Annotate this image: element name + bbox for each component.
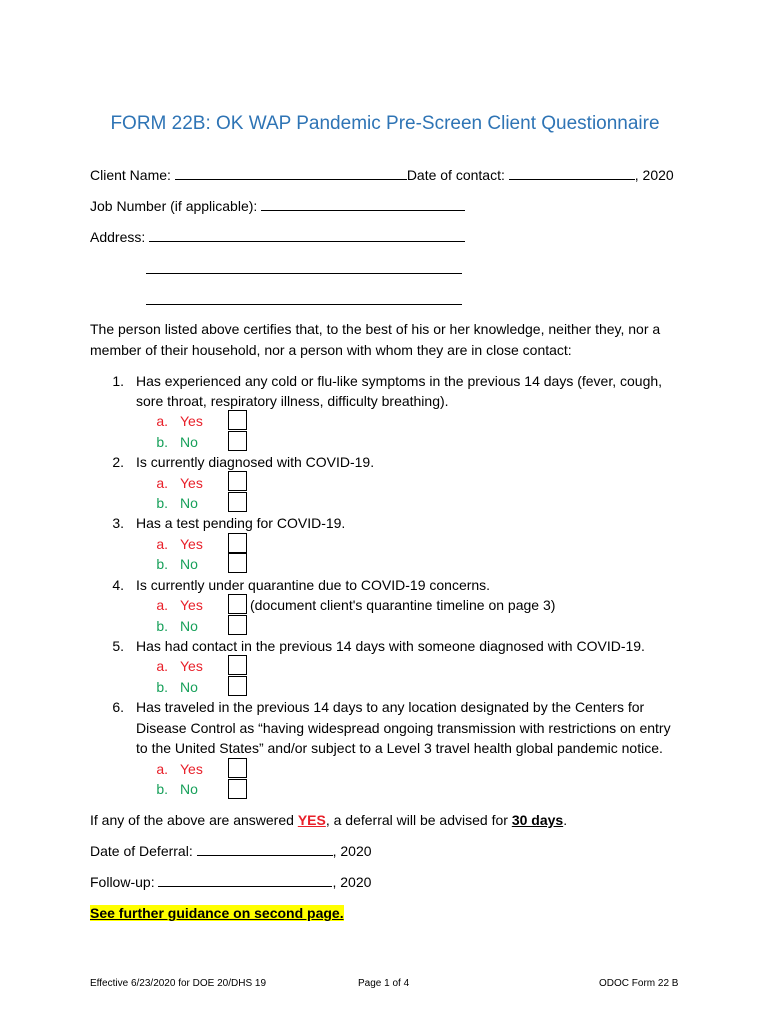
question-number: 3.	[112, 515, 124, 531]
job-number-row	[90, 197, 465, 215]
question-number: 5.	[112, 638, 124, 654]
footer-form-id: ODOC Form 22 B	[599, 978, 679, 989]
no-checkbox[interactable]	[228, 676, 247, 696]
yes-label: Yes	[180, 536, 203, 552]
no-label: No	[180, 618, 198, 634]
job-number-label: Job Number (if applicable):	[90, 198, 258, 214]
date-of-contact-field[interactable]	[509, 166, 635, 180]
date-of-contact-label: Date of contact:	[406, 167, 505, 183]
option-letter: b.	[156, 781, 168, 797]
deferral-days: 30 days	[511, 812, 564, 828]
date-of-deferral-label: Date of Deferral:	[90, 843, 193, 859]
question-text: Has traveled in the previous 14 days to any location designated by the Centers for	[136, 699, 645, 715]
option-letter: a.	[156, 658, 168, 674]
yes-label: Yes	[180, 475, 203, 491]
question-number: 4.	[112, 577, 124, 593]
yes-label: Yes	[180, 761, 203, 777]
no-label: No	[180, 434, 198, 450]
option-letter: b.	[156, 618, 168, 634]
question-number: 2.	[112, 454, 124, 470]
footer-effective-date: Effective 6/23/2020 for DOE 20/DHS 19	[90, 978, 267, 989]
yes-emphasis: YES	[297, 812, 326, 828]
client-name-label: Client Name:	[90, 167, 171, 183]
follow-up-field[interactable]	[158, 873, 332, 887]
yes-label: Yes	[180, 413, 203, 429]
question-text: Is currently under quarantine due to COVID-19 concerns.	[136, 577, 491, 593]
no-checkbox[interactable]	[228, 615, 247, 635]
question-text: Has a test pending for COVID-19.	[136, 515, 346, 531]
intro-line-1: The person listed above certifies that, to the best of his or her knowledge, neither they, nor a	[90, 321, 661, 337]
address-field-line-1[interactable]	[149, 228, 465, 242]
follow-up-label: Follow-up:	[90, 874, 155, 890]
yes-checkbox[interactable]	[228, 594, 247, 614]
deferral-middle: , a deferral will be advised for	[325, 812, 512, 828]
option-letter: a.	[156, 536, 168, 552]
guidance-note	[90, 904, 344, 922]
intro-line-2: member of their household, nor a person with whom they are in close contact:	[90, 342, 572, 358]
address-row	[90, 228, 465, 246]
question-text: sore throat, respiratory illness, difficulty breathing).	[136, 393, 449, 409]
no-checkbox[interactable]	[228, 431, 247, 451]
no-label: No	[180, 556, 198, 572]
no-label: No	[180, 679, 198, 695]
client-name-field[interactable]	[175, 166, 407, 180]
option-letter: b.	[156, 495, 168, 511]
question-text: Has experienced any cold or flu-like symptoms in the previous 14 days (fever, cough,	[136, 373, 663, 389]
address-field-line-3[interactable]	[146, 304, 462, 305]
no-checkbox[interactable]	[228, 492, 247, 512]
yes-checkbox[interactable]	[228, 533, 247, 553]
address-field-line-2[interactable]	[146, 273, 462, 274]
option-letter: b.	[156, 679, 168, 695]
follow-up-year-suffix: , 2020	[332, 874, 372, 890]
option-letter: a.	[156, 597, 168, 613]
yes-checkbox[interactable]	[228, 471, 247, 491]
no-checkbox[interactable]	[228, 779, 247, 799]
yes-checkbox[interactable]	[228, 410, 247, 430]
deferral-suffix: .	[563, 812, 568, 828]
date-year-suffix: , 2020	[634, 167, 674, 183]
question-number: 1.	[112, 373, 124, 389]
question-text: Disease Control as “having widespread ongoing transmission with restrictions on entry	[136, 720, 671, 736]
question-text: Is currently diagnosed with COVID-19.	[136, 454, 375, 470]
question-text: Has had contact in the previous 14 days with someone diagnosed with COVID-19.	[136, 638, 645, 654]
deferral-year-suffix: , 2020	[332, 843, 372, 859]
option-letter: a.	[156, 413, 168, 429]
yes-checkbox[interactable]	[228, 655, 247, 675]
yes-label: Yes	[180, 658, 203, 674]
job-number-field[interactable]	[261, 197, 465, 211]
quarantine-note: (document client's quarantine timeline on page 3)	[250, 597, 556, 613]
yes-checkbox[interactable]	[228, 758, 247, 778]
option-letter: a.	[156, 761, 168, 777]
deferral-statement	[90, 811, 567, 829]
option-letter: b.	[156, 556, 168, 572]
client-name-row	[90, 166, 674, 184]
option-letter: a.	[156, 475, 168, 491]
question-number: 6.	[112, 699, 124, 715]
no-checkbox[interactable]	[228, 553, 247, 573]
deferral-prefix: If any of the above are answered	[90, 812, 298, 828]
guidance-highlight: See further guidance on second page.	[90, 905, 344, 921]
footer-page-number: Page 1 of 4	[358, 978, 410, 989]
question-text: to the United States” and/or subject to a Level 3 travel health global pandemic notice.	[136, 740, 663, 756]
no-label: No	[180, 495, 198, 511]
date-of-deferral-row	[90, 842, 372, 860]
option-letter: b.	[156, 434, 168, 450]
follow-up-row	[90, 873, 371, 891]
yes-label: Yes	[180, 597, 203, 613]
page-title: FORM 22B: OK WAP Pandemic Pre-Screen Client Questionnaire	[110, 113, 660, 134]
address-label: Address:	[90, 229, 146, 245]
date-of-deferral-field[interactable]	[197, 842, 333, 856]
no-label: No	[180, 781, 198, 797]
